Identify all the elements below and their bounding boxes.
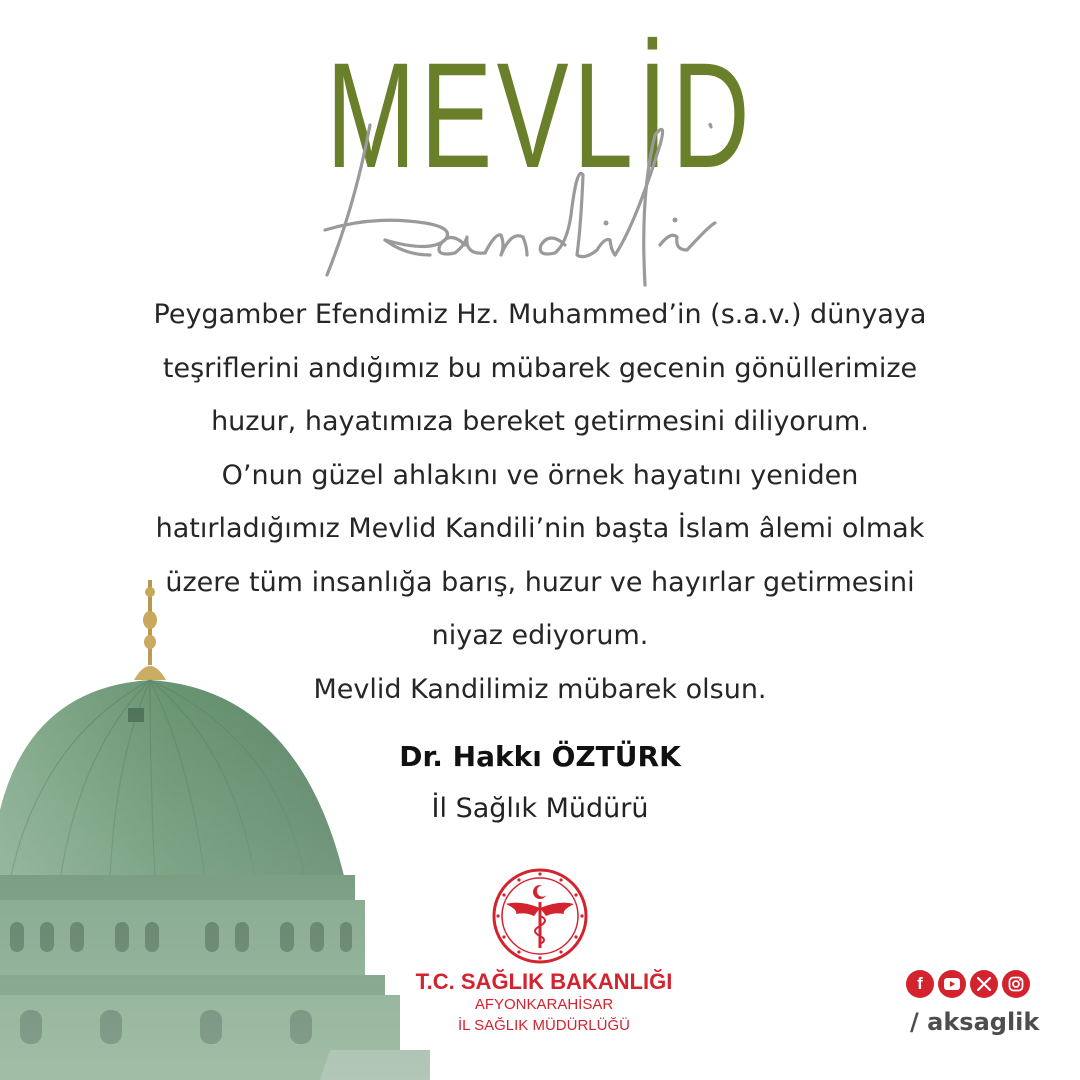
title-main: MEVLİD (325, 31, 755, 199)
message-line: Peygamber Efendimiz Hz. Muhammed’in (s.a.v.) dünyaya (153, 299, 927, 330)
message-line: üzere tüm insanlığa barış, huzur ve hayırlar getirmesini (165, 566, 915, 598)
organization-name: T.C. SAĞLIK BAKANLIĞI (415, 969, 673, 994)
message-line: hatırladığımız Mevlid Kandili’nin başta İslam âlemi olmak (155, 513, 925, 544)
youtube-icon[interactable] (938, 970, 966, 998)
message-line: Mevlid Kandilimiz mübarek olsun. (313, 673, 767, 705)
message-line: niyaz ediyorum. (431, 620, 649, 651)
social-icons (906, 970, 1030, 998)
organization-department: İL SAĞLIK MÜDÜRLÜĞÜ (458, 1017, 630, 1034)
instagram-icon[interactable] (1002, 970, 1030, 998)
title-script-kandili (315, 105, 765, 290)
ministry-logo-icon (490, 866, 590, 966)
facebook-icon[interactable]: f (906, 970, 934, 998)
signatory-name: Dr. Hakkı ÖZTÜRK (399, 740, 681, 773)
message-line: O’nun güzel ahlakını ve örnek hayatını yeniden (221, 459, 859, 491)
x-icon[interactable] (970, 970, 998, 998)
organization-city: AFYONKARAHİSAR (474, 996, 614, 1013)
greeting-message (90, 288, 990, 716)
social-handle[interactable]: / aksaglik (910, 1008, 1040, 1036)
message-line: huzur, hayatımıza bereket getirmesini diliyorum. (211, 406, 869, 437)
message-line: teşriflerini andığımız bu mübarek gecenin gönüllerimize (162, 352, 918, 384)
signatory-role: İl Sağlık Müdürü (431, 793, 649, 824)
